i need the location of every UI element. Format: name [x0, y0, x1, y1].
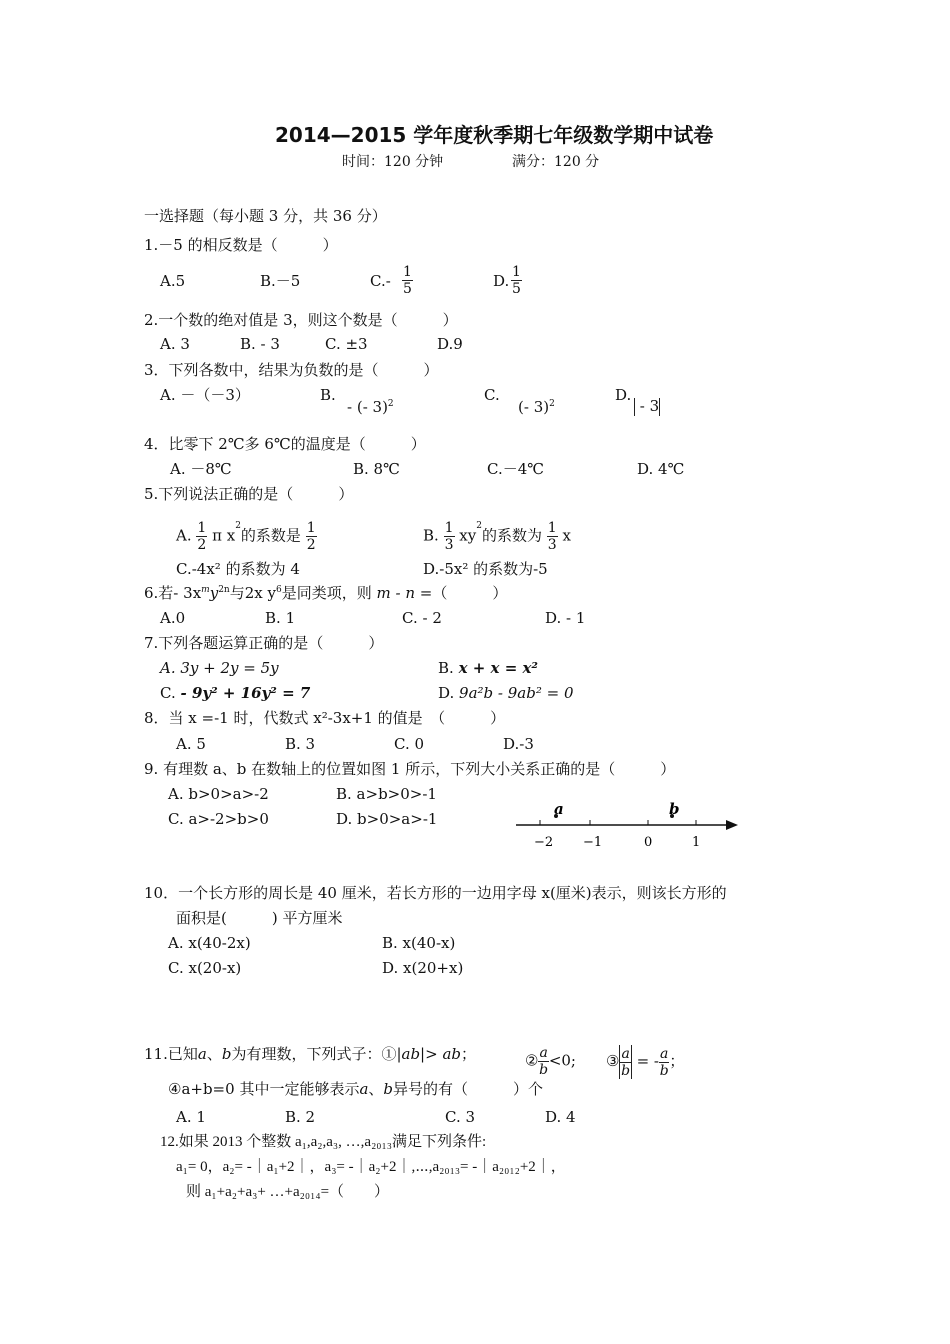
q7-option-b: B. x + x = x² [438, 659, 539, 677]
q10-option-c: C. x(20-x) [168, 959, 242, 977]
q1-d-fraction: $\frac{1}{5}$ [512, 264, 521, 297]
q6-option-c: C. - 2 [402, 609, 442, 627]
q1-option-a: A.5 [160, 272, 186, 290]
q6-option-a: A.0 [160, 609, 186, 627]
section-heading: 一选择题（每小题 3 分，共 36 分） [144, 207, 387, 225]
q10-option-d: D. x(20+x) [382, 959, 464, 977]
tick-label-one: 1 [692, 835, 701, 850]
q3-option-d: D. [615, 386, 632, 404]
number-line-arrow [726, 820, 738, 830]
q11-stem: 11.已知a、b为有理数，下列式子：①|ab|> ab； [144, 1045, 477, 1063]
q9-option-b: B. a>b>0>-1 [336, 785, 437, 803]
q11-expr-3: ③ $\frac{a}{b}$ = - $\frac{a}{b}$ ； [606, 1045, 685, 1079]
exam-score: 满分：120 分 [512, 154, 600, 170]
q5-option-c: C.-4x² 的系数为 4 [176, 560, 300, 578]
q10-option-b: B. x(40-x) [382, 934, 456, 952]
q11-line2: ④a+b=0 其中一定能够表示a、b异号的有（ ）个 [168, 1080, 544, 1098]
q4-option-b: B. 8℃ [353, 460, 400, 478]
q10-option-a: A. x(40-2x) [168, 934, 251, 952]
q8-option-d: D.-3 [503, 735, 534, 753]
q6-option-b: B. 1 [265, 609, 296, 627]
q3-option-a: A. －（－3） [160, 386, 250, 404]
q3-b-expression: - (- 3)$^2$ [347, 398, 394, 416]
q11-option-d: D. 4 [545, 1108, 576, 1126]
exam-time: 时间：120 分钟 [342, 154, 444, 170]
q5-option-a: A. $\frac{1}{2}$ π $x^2$的系数是 $\frac{1}{2}$ [176, 520, 316, 553]
q3-c-expression: (- 3)$^2$ [518, 398, 555, 416]
page-title: 2014—2015 学年度秋季期七年级数学期中试卷 [275, 123, 714, 147]
q8-option-c: C. 0 [394, 735, 425, 753]
q9-option-c: C. a>-2>b>0 [168, 810, 269, 828]
q8-option-a: A. 5 [176, 735, 206, 753]
label-b: b [669, 800, 680, 818]
number-line-figure [510, 796, 745, 856]
q9-stem: 9. 有理数 a、b 在数轴上的位置如图 1 所示，下列大小关系正确的是（ ） [144, 760, 676, 778]
q4-option-c: C.－4℃ [487, 460, 545, 478]
q9-option-d: D. b>0>a>-1 [336, 810, 438, 828]
q11-option-a: A. 1 [176, 1108, 206, 1126]
q2-option-b: B. - 3 [240, 335, 280, 353]
q4-stem: 4．比零下 2℃多 6℃的温度是（ ） [144, 435, 426, 453]
q10-stem-continued: 面积是( ) 平方厘米 [176, 909, 343, 927]
q5-stem: 5.下列说法正确的是（ ） [144, 485, 354, 503]
q2-option-c: C. ±3 [325, 335, 368, 353]
q2-option-a: A. 3 [160, 335, 190, 353]
q8-stem: 8．当 x =-1 时，代数式 x²-3x+1 的值是 （ ） [144, 709, 506, 727]
tick-label-zero: 0 [644, 835, 653, 850]
q12-stem: 12.如果 2013 个整数 a₁,a₂,a₃, …,a₂₀₁₃满足下列条件: [160, 1134, 487, 1150]
q8-option-b: B. 3 [285, 735, 316, 753]
q1-option-d: D. [493, 272, 510, 290]
q6-option-d: D. - 1 [545, 609, 586, 627]
q6-stem: 6.若- $3x^my^{2n}$与2x $y^6$是同类项，则 m - n =（ ） [144, 584, 508, 602]
q1-option-c: C.- [370, 272, 391, 290]
q5-option-b: B. $\frac{1}{3}$ $xy^2$的系数为 $\frac{1}{3}$ x [423, 520, 571, 553]
q2-stem: 2.一个数的绝对值是 3，则这个数是（ ） [144, 311, 458, 329]
q4-option-d: D. 4℃ [637, 460, 685, 478]
q4-option-a: A. －8℃ [170, 460, 232, 478]
q3-option-b: B. [320, 386, 336, 404]
q10-stem: 10．一个长方形的周长是 40 厘米，若长方形的一边用字母 x(厘米)表示，则该长方形的 [144, 884, 727, 902]
q9-option-a: A. b>0>a>-2 [168, 785, 269, 803]
q2-option-d: D.9 [437, 335, 463, 353]
q3-option-c: C. [484, 386, 500, 404]
q11-option-b: B. 2 [285, 1108, 316, 1126]
q5-option-d: D.-5x² 的系数为-5 [423, 560, 548, 578]
tick-label-minus-1: −1 [583, 835, 603, 850]
q1-stem: 1.－5 的相反数是（ ） [144, 236, 338, 254]
q7-option-d: D. 9a²b - 9ab² = 0 [438, 684, 574, 702]
q7-stem: 7.下列各题运算正确的是（ ） [144, 634, 384, 652]
q12-conditions: a₁= 0，a₂= -｜a₁+2｜，a₃= -｜a₂+2｜,⋯,a₂₀₁₃= -｜a₂₀₁₂+2｜， [176, 1159, 566, 1175]
q3-stem: 3．下列各数中，结果为负数的是（ ） [144, 361, 439, 379]
q11-option-c: C. 3 [445, 1108, 476, 1126]
q7-option-c: C. - 9y² + 16y² = 7 [160, 684, 311, 702]
q11-expr-2: ② $\frac{a}{b}$ <0; [525, 1045, 576, 1078]
q7-option-a: A. 3y + 2y = 5y [160, 659, 279, 677]
q3-d-expression: - 3 [634, 397, 660, 416]
q1-c-fraction: $\frac{1}{5}$ [403, 264, 412, 297]
q1-option-b: B.－5 [260, 272, 301, 290]
tick-label-minus-2: −2 [534, 835, 554, 850]
q12-question: 则 a₁+a₂+a₃+ …+a₂₀₁₄=（ ） [186, 1184, 390, 1200]
label-a: a [554, 800, 564, 818]
